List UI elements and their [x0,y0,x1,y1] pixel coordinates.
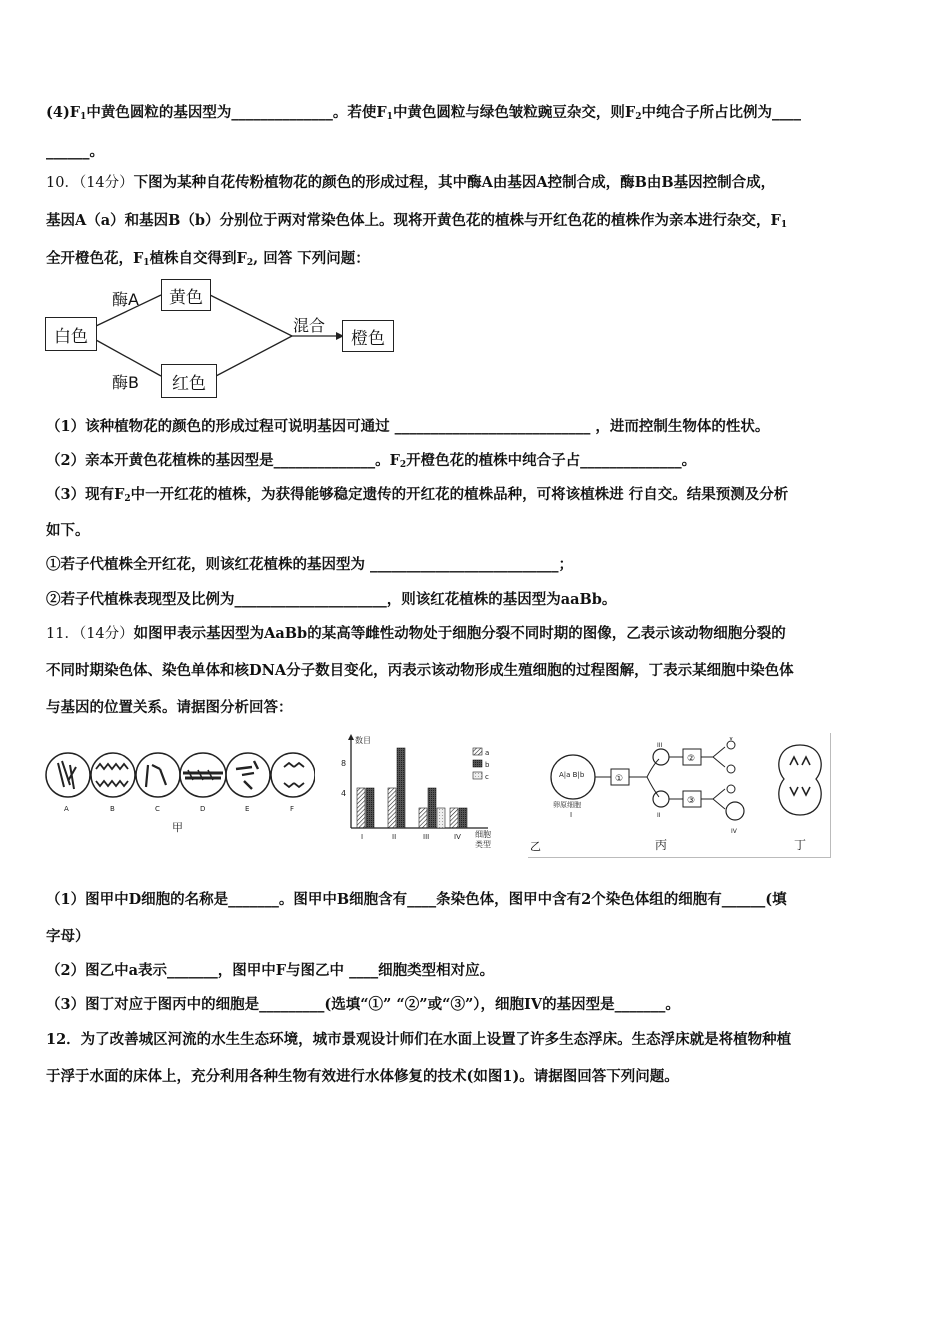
legend-swatch-a [473,748,482,755]
cell-roman-i: I [570,811,573,819]
q12-line2: 于浮于水面的床体上，充分利用各种生物有效进行水体修复的技术(如图1)。请据图回答下列问题。 [46,1068,679,1085]
roman-v: V [729,737,734,742]
bar-a-II [388,788,396,828]
q10-p3: （3）现有$F_2$中一开红花的植株，为获得能够稳定遗传的开红花的植株品种，可将该植株进 行自交。结果预测及分析 [46,486,789,504]
q11-p1-cont: 字母） [46,928,90,945]
roman-ii: II [657,812,661,819]
enzyme-a-label: 酶A [112,290,139,309]
figure-ding [770,737,830,857]
q10-p1: （1）该种植物花的颜色的形成过程可说明基因可通过 ___________________________ ，进而控制生物体的性状。 [46,418,770,435]
figure-ding-caption: 丁 [794,838,807,852]
flower-color-diagram [0,0,950,420]
cell-genes: A|a B|b [559,771,585,779]
chart-legend [473,748,490,781]
bar-b-IV [459,808,467,828]
figure-yi-bar-chart [333,730,528,855]
q10-p5: ②若子代植株表现型及比例为_____________________，则该红花植株的基因型为aaBb。 [46,591,617,608]
x-tick-III: III [423,833,430,841]
cell-label-d: D [200,805,206,813]
q11-intro-3: 与基因的位置关系。请据图分析回答： [46,699,293,716]
bar-a-IV [450,808,458,828]
cell-e [226,753,270,813]
q11-p1: （1）图甲中D细胞的名称是_______。图甲中B细胞含有____条染色体，图甲中含有2个染色体组的细胞有______(填 [46,891,787,908]
q10-p2: （2）亲本开黄色花植株的基因型是______________。$F_2$开橙色花的植株中纯合子占______________。 [46,452,697,470]
cell-label-c: C [155,805,160,813]
roman-iii: III [657,742,663,749]
chart-bars [357,748,467,828]
q11-intro-1: 11．（14分）如图甲表示基因型为AaBb的某高等雌性动物处于细胞分裂不同时期的图像，乙表示该动物细胞分裂的 [46,625,786,642]
legend-swatch-b [473,760,482,767]
q9-line2: ______。 [46,143,104,160]
q10-intro-2: 基因A（a）和基因B（b）分别位于两对常染色体上。现将开黄色花的植株与开红色花的植株作为亲本进行杂交，$F_1$ [46,212,788,230]
figure-jia [40,745,315,845]
orange-box: 橙色 [342,320,394,352]
chart-x-ticks [361,833,461,841]
figure-yi-caption: 乙 [530,840,541,853]
legend-swatch-c [473,772,482,779]
red-box: 红色 [161,364,217,398]
x-label-1: 细胞 [475,830,491,839]
y-tick-4: 4 [341,789,347,798]
cell-d [180,753,226,813]
x-tick-IV: IV [454,833,461,841]
cell-b [91,753,135,813]
q11-p3: （3）图丁对应于图丙中的细胞是_________(选填“①” “②”或“③”），细胞IV的基因型是_______。 [46,996,680,1013]
q10-intro-3: 全开橙色花，$F_1$植株自交得到$F_2$, 回答 下列问题： [46,250,370,268]
x-tick-I: I [361,833,364,841]
bar-b-I [366,788,374,828]
step-2: ② [687,754,696,764]
q10-intro-1: 10．（14分）下图为某种自花传粉植物花的颜色的形成过程，其中酶A由基因A控制合成，酶B由B基因控制合成， [46,174,776,191]
q10-p4: ①若子代植株全开红花，则该红花植株的基因型为 __________________________； [46,556,574,573]
legend-a: a [485,749,490,757]
q11-p2: （2）图乙中a表示_______，图甲中F与图乙中 ____细胞类型相对应。 [46,962,495,979]
x-tick-II: II [392,833,397,841]
enzyme-b-label: 酶B [112,373,139,392]
q11-intro-2: 不同时期染色体、染色单体和核DNA分子数目变化，丙表示该动物形成生殖细胞的过程图解，丁表示某细胞中染色体 [46,662,794,679]
figure-bing [545,737,795,857]
figure-jia-caption: 甲 [172,821,183,834]
legend-c: c [485,773,489,781]
bar-c-III [437,808,445,828]
cell-label-f: F [290,805,295,813]
q12-line1: 12．为了改善城区河流的水生生态环境，城市景观设计师们在水面上设置了许多生态浮床。生态浮床就是将植物种植 [46,1031,792,1048]
cell-label-e: E [245,805,250,813]
bar-b-III [428,788,436,828]
bar-a-I [357,788,365,828]
step-1: ① [615,774,624,784]
mix-label: 混合 [293,316,326,335]
y-tick-8: 8 [341,759,347,768]
cell-f [271,753,315,813]
figure-bing-caption: 丙 [655,838,668,852]
cell-c [136,753,180,813]
x-label-2: 类型 [475,840,491,849]
step-3: ③ [687,796,696,806]
white-box: 白色 [45,317,97,351]
bar-a-III [419,808,427,828]
cell-name: 卵原细胞 [553,801,581,809]
legend-b: b [485,761,490,769]
q10-p3-cont: 如下。 [46,522,90,539]
cell-label-a: A [64,805,69,813]
yellow-box: 黄色 [161,279,211,311]
dividing-cell-outline [779,745,821,815]
cell-label-b: B [110,805,115,813]
roman-iv: IV [731,828,737,835]
y-axis-label: 数目 [355,736,371,745]
q9-line1: $(4)F_1$中黄色圆粒的基因型为______________。若使$F_1$中黄色圆粒与绿色皱粒豌豆杂交，则$F_2$中纯合子所占比例为____ [46,104,801,122]
bar-b-II [397,748,405,828]
cell-a [46,753,90,813]
